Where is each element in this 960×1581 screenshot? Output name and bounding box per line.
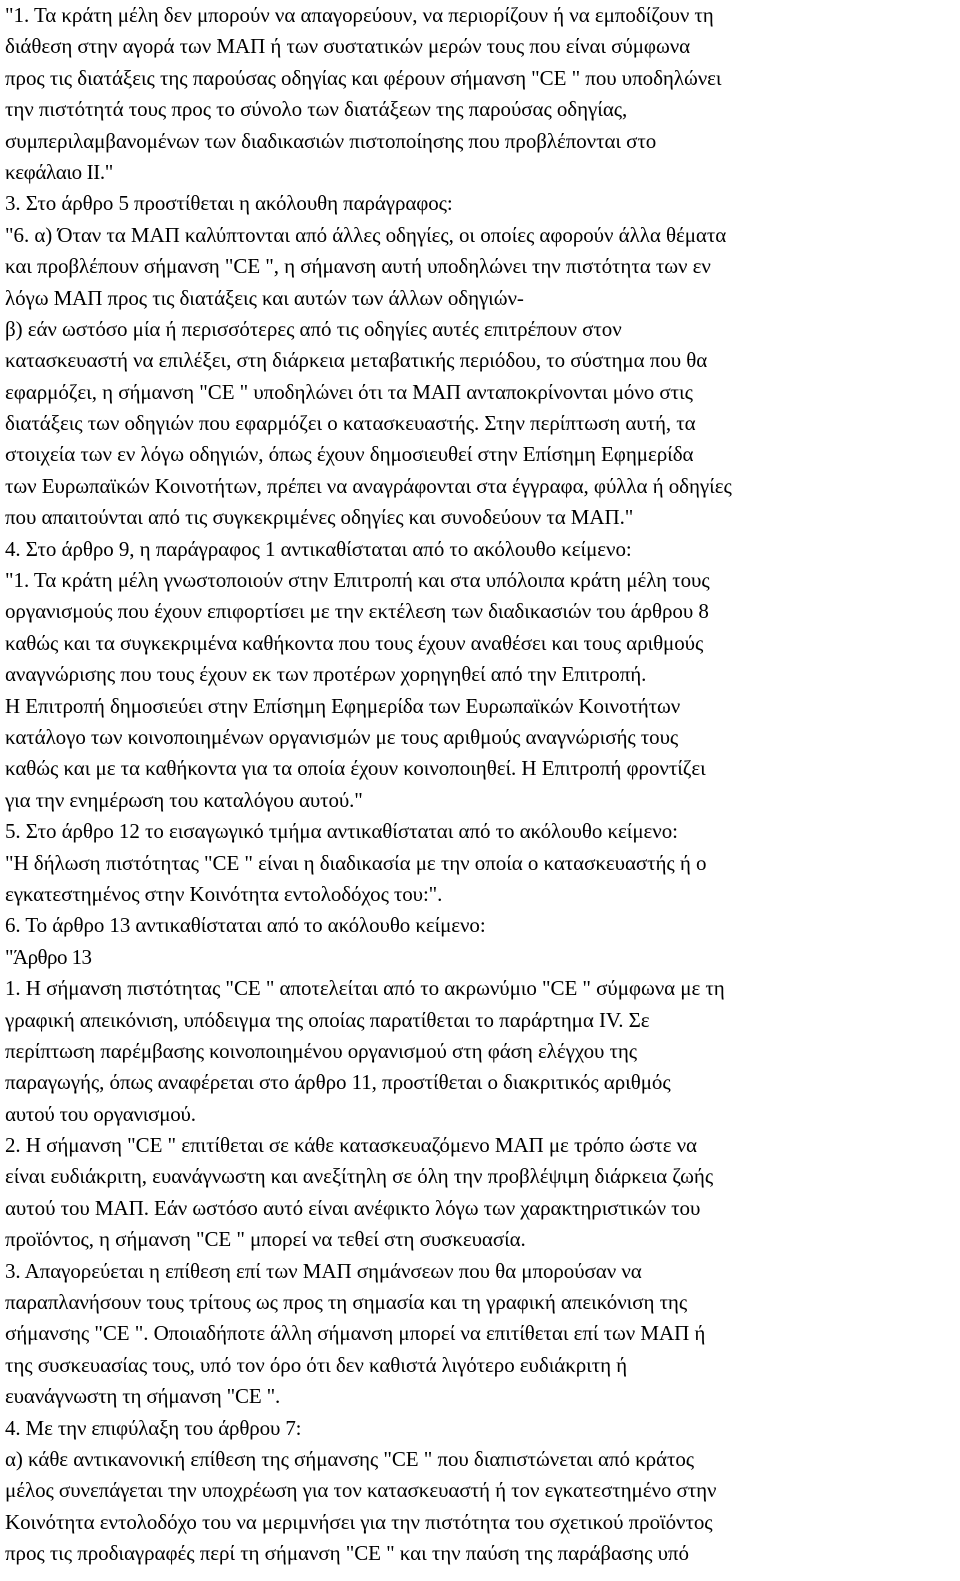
text-line: προϊόντος, η σήμανση "CE " μπορεί να τεθεί στη συσκευασία. (5, 1227, 526, 1252)
text-line: και προβλέπουν σήμανση "CE ", η σήμανση αυτή υποδηλώνει την πιστότητα των εν (5, 254, 711, 279)
text-line: "Άρθρο 13 (5, 944, 92, 969)
text-line: παραγωγής, όπως αναφέρεται στο άρθρο 11, προστίθεται ο διακριτικός αριθμός (5, 1070, 671, 1095)
text-line: προς τις διατάξεις της παρούσας οδηγίας και φέρουν σήμανση "CE " που υποδηλώνει (5, 65, 722, 90)
text-line: καθώς και με τα καθήκοντα για τα οποία έχουν κοινοποιηθεί. Η Επιτροπή φροντίζει (5, 756, 706, 781)
text-line: κεφάλαιο ΙΙ." (5, 159, 113, 184)
text-line: στοιχεία των εν λόγω οδηγιών, όπως έχουν δημοσιευθεί στην Επίσημη Εφημερίδα (5, 442, 694, 467)
text-line: κατάλογο των κοινοποιημένων οργανισμών με τους αριθμούς αναγνώρισής τους (5, 724, 679, 749)
text-line: αναγνώρισης που τους έχουν εκ των προτέρων χορηγηθεί από την Επιτροπή. (5, 662, 647, 687)
text-line: καθώς και τα συγκεκριμένα καθήκοντα που τους έχουν αναθέσει και τους αριθμούς (5, 630, 704, 655)
text-line: ευανάγνωστη τη σήμανση "CE ". (5, 1384, 281, 1409)
text-line: "Η δήλωση πιστότητας "CE " είναι η διαδικασία με την οποία ο κατασκευαστής ή ο (5, 850, 707, 875)
text-line: β) εάν ωστόσο μία ή περισσότερες από τις οδηγίες αυτές επιτρέπουν στον (5, 316, 622, 341)
text-line: συμπεριλαμβανομένων των διαδικασιών πιστοποίησης που προβλέπονται στο (5, 128, 657, 153)
text-line: διατάξεις των οδηγιών που εφαρμόζει ο κατασκευαστής. Στην περίπτωση αυτή, τα (5, 411, 696, 436)
text-line: "1. Τα κράτη μέλη γνωστοποιούν στην Επιτροπή και στα υπόλοιπα κράτη μέλη τους (5, 568, 710, 593)
text-line: 3. Απαγορεύεται η επίθεση επί των ΜΑΠ σημάνσεων που θα μπορούσαν να (5, 1258, 642, 1283)
text-line: είναι ευδιάκριτη, ευανάγνωστη και ανεξίτηλη σε όλη την προβλέψιμη διάρκεια ζωής (5, 1164, 714, 1189)
text-line: Η Επιτροπή δημοσιεύει στην Επίσημη Εφημερίδα των Ευρωπαϊκών Κοινοτήτων (5, 693, 681, 718)
document-body (5, 0, 960, 1570)
text-line: προς τις προδιαγραφές περί τη σήμανση "CE " και την παύση της παράβασης υπό (5, 1541, 689, 1566)
text-line: διάθεση στην αγορά των ΜΑΠ ή των συστατικών μερών τους που είναι σύμφωνα (5, 34, 691, 59)
text-line: 6. Το άρθρο 13 αντικαθίσταται από το ακόλουθο κείμενο: (5, 913, 486, 938)
text-line: λόγω ΜΑΠ προς τις διατάξεις και αυτών των άλλων οδηγιών- (5, 285, 524, 310)
text-line: γραφική απεικόνιση, υπόδειγμα της οποίας παρατίθεται το παράρτημα IV. Σε (5, 1007, 650, 1032)
text-line: α) κάθε αντικανονική επίθεση της σήμανσης "CE " που διαπιστώνεται από κράτος (5, 1446, 695, 1471)
text-line: εγκατεστημένος στην Κοινότητα εντολοδόχος του:". (5, 881, 443, 906)
text-line: Κοινότητα εντολοδόχο του να μεριμνήσει για την πιστότητα του σχετικού προϊόντος (5, 1509, 713, 1534)
text-line: μέλος συνεπάγεται την υποχρέωση για τον κατασκευαστή ή τον εγκατεστημένο στην (5, 1478, 717, 1503)
text-line: εφαρμόζει, η σήμανση "CE " υποδηλώνει ότι τα ΜΑΠ ανταποκρίνονται μόνο στις (5, 379, 693, 404)
text-line: της συσκευασίας τους, υπό τον όρο ότι δεν καθιστά λιγότερο ευδιάκριτη ή (5, 1352, 628, 1377)
text-line: για την ενημέρωση του καταλόγου αυτού." (5, 787, 363, 812)
text-line: "1. Τα κράτη μέλη δεν μπορούν να απαγορεύουν, να περιορίζουν ή να εμποδίζουν τη (5, 3, 714, 27)
text-line: "6. α) Όταν τα ΜΑΠ καλύπτονται από άλλες οδηγίες, οι οποίες αφορούν άλλα θέματα (5, 222, 727, 247)
text-line: των Ευρωπαϊκών Κοινοτήτων, πρέπει να αναγράφονται στα έγγραφα, φύλλα ή οδηγίες (5, 473, 732, 498)
text-line: 4. Με την επιφύλαξη του άρθρου 7: (5, 1415, 302, 1440)
text-line: 4. Στο άρθρο 9, η παράγραφος 1 αντικαθίσταται από το ακόλουθο κείμενο: (5, 536, 632, 561)
text-line: παραπλανήσουν τους τρίτους ως προς τη σημασία και τη γραφική απεικόνιση της (5, 1290, 688, 1315)
text-line: οργανισμούς που έχουν επιφορτίσει με την εκτέλεση των διαδικασιών του άρθρου 8 (5, 599, 709, 624)
text-line: 5. Στο άρθρο 12 το εισαγωγικό τμήμα αντικαθίσταται από το ακόλουθο κείμενο: (5, 819, 678, 844)
text-line: αυτού του ΜΑΠ. Εάν ωστόσο αυτό είναι ανέφικτο λόγω των χαρακτηριστικών του (5, 1195, 701, 1220)
text-line: κατασκευαστή να επιλέξει, στη διάρκεια μεταβατικής περιόδου, το σύστημα που θα (5, 348, 708, 373)
text-line: 1. Η σήμανση πιστότητας "CE " αποτελείται από το ακρωνύμιο "CE " σύμφωνα με τη (5, 976, 725, 1001)
text-line: που απαιτούνται από τις συγκεκριμένες οδηγίες και συνοδεύουν τα ΜΑΠ." (5, 505, 634, 530)
text-line: σήμανσης "CE ". Οποιαδήποτε άλλη σήμανση μπορεί να επιτίθεται επί των ΜΑΠ ή (5, 1321, 706, 1346)
text-line: την πιστότητά τους προς το σύνολο των διατάξεων της παρούσας οδηγίας, (5, 97, 628, 122)
text-line: 3. Στο άρθρο 5 προστίθεται η ακόλουθη παράγραφος: (5, 191, 453, 216)
text-line: 2. Η σήμανση "CE " επιτίθεται σε κάθε κατασκευαζόμενο ΜΑΠ με τρόπο ώστε να (5, 1133, 697, 1158)
text-line: αυτού του οργανισμού. (5, 1101, 196, 1126)
text-line: περίπτωση παρέμβασης κοινοποιημένου οργανισμού στη φάση ελέγχου της (5, 1038, 638, 1063)
